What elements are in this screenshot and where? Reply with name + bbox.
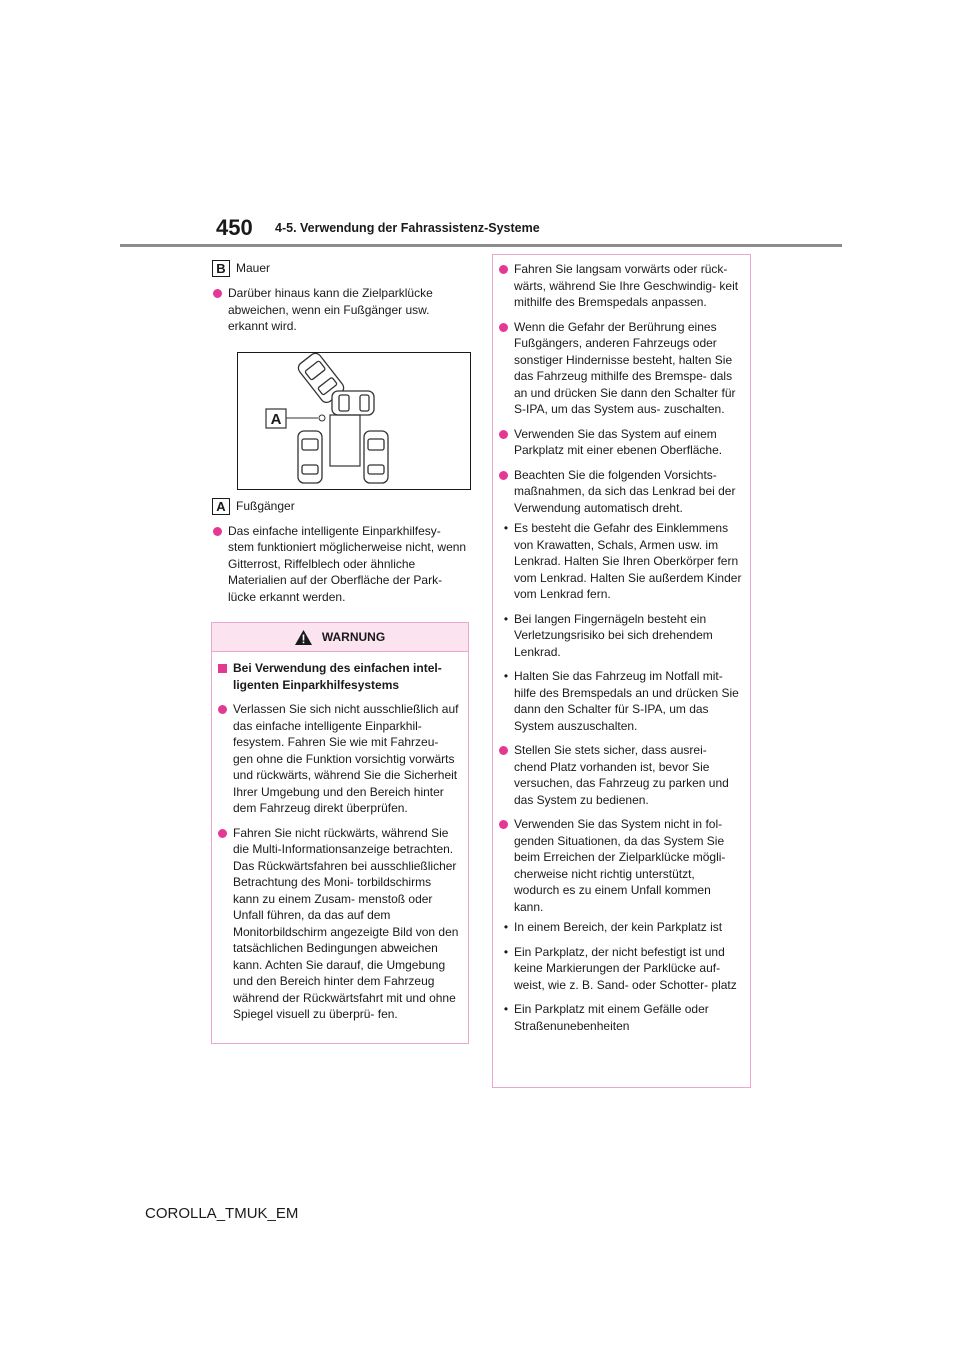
bullet-dot-icon [499,323,508,332]
bullet-text: Beachten Sie die folgenden Vorsichts- maßnahmen, da sich das Lenkrad bei der Verwendung automatisch dreht. [514,467,736,515]
target-parking-space [330,415,360,466]
square-bullet-icon [218,664,227,673]
warning-continuation-box [492,254,751,1088]
section-title: 4-5. Verwendung der Fahrassistenz-Systeme [275,221,540,235]
header-divider [120,244,842,247]
list-item [217,701,460,817]
footer-document-code: COROLLA_TMUK_EM [145,1205,299,1222]
car-right-icon [364,431,388,483]
left-column [212,260,470,605]
bullet-text: Verlassen Sie sich nicht ausschließlich auf das einfache intelligente Einparkhil- fesystem. Fahren Sie wie mit Fahrzeu- gen ohne die Funktion vorsichtig vorwärts und rückwärts, während Sie die Sicherheit Ihrer Umgebung und den Bereich hinter dem Fahrzeug direkt überprüfen. [233,702,459,815]
bullet-text: Verwenden Sie das System nicht in fol- genden Situationen, da das System Sie beim Erreichen der Zielparklücke mögli- cherweise nicht richtig unterstützt, wodurch es zu einem Unfall kommen kann. [514,817,726,914]
warning-subheading: Bei Verwendung des einfachen intel- ligenten Einparkhilfesystems [217,660,460,693]
sub-list-item [498,944,742,994]
bullet-text: Darüber hinaus kann die Zielparklücke abweichen, wenn ein Fußgänger usw. erkannt wird. [228,286,433,333]
sub-bullet-text: Bei langen Fingernägeln besteht ein Verletzungsrisiko bei sich drehendem Lenkrad. [514,611,713,659]
bullet-text: Fahren Sie nicht rückwärts, während Sie die Multi-Informationsanzeige betrachten. Das Rückwärtsfahren bei ausschließlicher Betrachtung des Moni- torbildschirms kann zu einem Zusam- menstoß oder Unfall führen, da das auf dem Monitorbildschirm angezeigte Bild von den tatsächlichen Bedingungen abweichen kann. Achten Sie darauf, die Umgebung und den Bereich hinter dem Fahrzeug während der Rückwärtsfahrt mit und ohne Spiegel visuell zu überprü- fen. [233,825,459,1021]
bullet-dot-icon [499,471,508,480]
bullet-dot-icon [499,820,508,829]
bullet-text: Das einfache intelligente Einparkhilfesy- stem funktioniert möglicherweise nicht, wenn Gitterrost, Riffelblech oder ähnliche Materialien auf der Oberfläche der Park- lücke erkannt werden. [228,523,467,604]
sub-bullet-icon: • [503,611,509,626]
label-a-box: A [212,498,230,515]
sub-bullet-icon: • [503,944,509,959]
bullet-text: Verwenden Sie das System auf einem Parkplatz mit einer ebenen Oberfläche. [514,426,723,457]
bullet-text: Stellen Sie stets sicher, dass ausrei- chend Platz vorhanden ist, bevor Sie versuchen, das Fahrzeug zu parken und das System zu bedienen. [514,743,729,807]
sub-bullet-text: Ein Parkplatz, der nicht befestigt ist und keine Markierungen der Parklücke auf- weist, wie z. B. Sand- oder Schotter- platz [514,944,737,992]
sub-list-item [498,668,742,734]
list-item [498,261,742,311]
warning-triangle-icon [295,630,312,645]
label-a-row [212,498,470,515]
list-item [498,426,742,459]
warning-box [211,622,469,1044]
callout-a-label: A [270,410,282,428]
sub-bullet-icon: • [503,920,509,934]
bullet-dot-icon [499,265,508,274]
list-item [217,825,460,1023]
sub-bullet-text: In einem Bereich, der kein Parkplatz ist [514,920,723,934]
list-item [212,285,470,335]
list-item [212,523,470,606]
warning-header [212,623,468,652]
bullet-dot-icon [218,705,227,714]
warning-title: WARNUNG [321,630,386,644]
bullet-dot-icon [213,289,222,298]
list-item [498,816,742,915]
car-wall-icon [332,391,374,415]
sub-list-item [498,611,742,661]
bullet-dot-icon [218,829,227,838]
list-item [498,742,742,808]
warning-body [212,652,468,1023]
sub-bullet-text: Halten Sie das Fahrzeug im Notfall mit- hilfe des Bremspedals an und drücken Sie dann den Schalter für S-IPA, um das System auszuschalten. [514,669,739,733]
bullet-dot-icon [499,430,508,439]
bullet-text: Wenn die Gefahr der Berührung eines Fußgängers, anderen Fahrzeugs oder sonstiger Hindernisse besteht, halten Sie das Fahrzeug mithilfe des Bremspe- dals an und drücken Sie dann den Schalter für S-IPA, um das System aus- zuschalten. [514,319,736,416]
pedestrian-icon [319,415,325,421]
label-b-row [212,260,470,277]
page-number: 450 [216,215,253,240]
sub-bullet-icon: • [503,1002,509,1016]
label-b-text: Mauer [236,261,271,275]
sub-bullet-icon: • [503,669,509,683]
parking-diagram [238,353,470,489]
sub-list-item [498,520,742,603]
sub-list-item [498,919,742,936]
bullet-text: Fahren Sie langsam vorwärts oder rück- wärts, während Sie Ihre Geschwindig- keit mithilfe des Bremspedals anpassen. [514,262,739,309]
sub-bullet-text: Es besteht die Gefahr des Einklemmens von Krawatten, Schals, Armen usw. im Lenkrad. Halten Sie Ihren Oberkörper fern vom Lenkrad. Halten Sie außerdem Kinder vom Lenkrad fern. [514,521,742,601]
sub-list-item [498,1001,742,1034]
list-item [498,319,742,418]
sub-bullet-text: Ein Parkplatz mit einem Gefälle oder Straßenunebenheiten [514,1002,709,1033]
bullet-dot-icon [213,527,222,536]
sub-bullet-icon: • [503,521,509,535]
label-b-box: B [212,260,230,277]
bullet-dot-icon [499,746,508,755]
list-item [498,467,742,517]
label-a-text: Fußgänger [236,498,295,513]
car-left-icon [298,431,322,483]
parking-illustration [237,352,471,490]
